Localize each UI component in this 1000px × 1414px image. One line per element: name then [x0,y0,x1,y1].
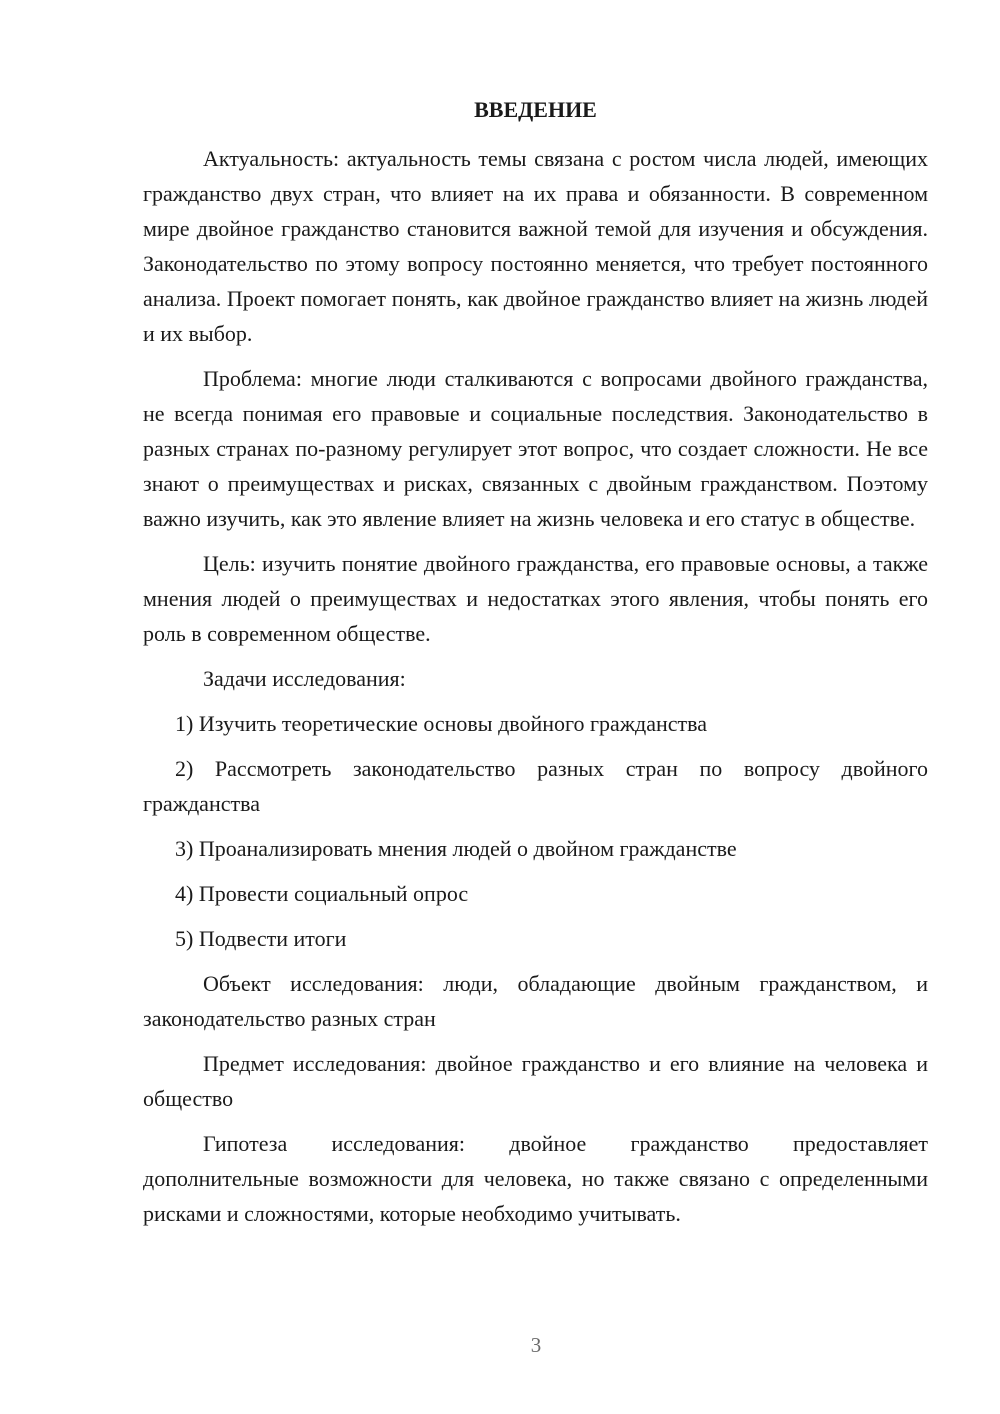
subject-paragraph: Предмет исследования: двойное гражданство и его влияние на человека и общество [143,1051,928,1111]
task-item-2: 2) Рассмотреть законодательство разных стран по вопросу двойного гражданства [143,756,928,816]
problem-paragraph: Проблема: многие люди сталкиваются с вопросами двойного гражданства, не всегда понимая его правовые и социальные последствия. Законодательство в разных странах по-разному регулирует этот вопрос, что создает сложности. Не все знают о преимуществах и рисках, связанных с двойным гражданством. Поэтому важно изучить, как это явление влияет на жизнь человека и его статус в обществе. [143,366,928,531]
task-item-1: 1) Изучить теоретические основы двойного гражданства [175,711,707,736]
section-heading: ВВЕДЕНИЕ [474,97,597,122]
task-item-5: 5) Подвести итоги [175,926,347,951]
object-paragraph: Объект исследования: люди, обладающие двойным гражданством, и законодательство разных стран [143,971,928,1031]
document-body [143,95,928,1241]
relevance-paragraph: Актуальность: актуальность темы связана с ростом числа людей, имеющих гражданство двух стран, что влияет на их права и обязанности. В современном мире двойное гражданство становится важной темой для изучения и обсуждения. Законодательство по этому вопросу постоянно меняется, что требует постоянного анализа. Проект помогает понять, как двойное гражданство влияет на жизнь людей и их выбор. [143,146,928,346]
task-item-4: 4) Провести социальный опрос [175,881,469,906]
tasks-title: Задачи исследования: [203,666,406,691]
hypothesis-paragraph: Гипотеза исследования: двойное гражданство предоставляет дополнительные возможности для человека, но также связано с определенными рисками и сложностями, которые необходимо учитывать. [143,1131,928,1226]
goal-paragraph: Цель: изучить понятие двойного гражданства, его правовые основы, а также мнения людей о преимуществах и недостатках этого явления, чтобы понять его роль в современном обществе. [143,551,928,646]
page-number: 3 [530,1333,542,1357]
task-item-3: 3) Проанализировать мнения людей о двойном гражданстве [175,836,737,861]
